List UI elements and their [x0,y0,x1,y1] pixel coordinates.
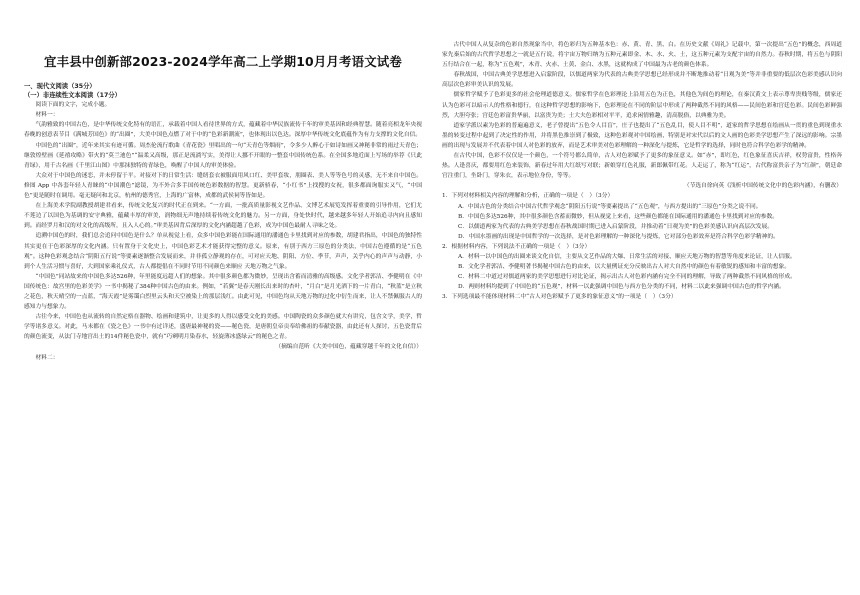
right-column [442,0,842,595]
question-option[interactable]: D．两则材料均提到了中国色的“五色观”，材料一以此强调中国色与西方色分类的不同，材料二以此来强调中国古色的哲学内涵。 [458,284,785,291]
paragraph: 春秋战国，中国古典美学思想进入启蒙阶段，以儒道两家为代表的古典美学思想已经形成并不断地推动着“日观为美”等并非重要的低层次色彩美感认识向高层次色彩审美认识的发展。 [442,72,842,89]
material-label: 材料二： [35,354,59,361]
subsection-heading: （一）非连续性文本阅读（17分） [24,91,121,99]
question-option[interactable]: A．中国古色的分类结合中国古代哲学观念“阴阳五行说”等要素提出了“五色观”，与西方提出的“三原色”分类之说不同。 [458,203,762,210]
question-option[interactable]: D．中国水墨画的出现是中国哲学的一次选择，是对色彩理解的一种深化与提炼，它对部分色彩效弃是符合科学色彩学精神的。 [458,233,779,240]
question-option[interactable]: B．中国色多达526种，其中很多颜色含蓄而微妙，但从视觉上来看，这些颜色都能在国际通用的潘通色卡里找到对应的参数。 [458,213,778,220]
section-heading: 一、现代文阅读（35分） [24,83,96,90]
question-option[interactable]: C．以儒道两家为代表的古典美学思想在春秋战国时期已进入启蒙阶段，并推动着“日观为美”的色彩美感认识向高层次发展。 [458,223,774,230]
paragraph: 追溯中国色的时，我们总会追问中国色是什么？单从视觉上看，众多中国色彩能在国际通用的潘通色卡里找到对应的参数，胡建君指出，中国色的独特性其实更在于色彩深厚的文化内涵。只有置身于文化史上，中国色彩艺术才能获得完整的意义。原来，有别于西方三原色的分类法，中国古色遵循的是“五色观”。这种色彩观念结合“阴阳五行说”等要素逐渐整合发展而来，并非孤立静观的存在，可对应天地、阴阳、方位、季节，声声，关乎内心的声声与动静，小到个人生活习惯与喜好，大到国家乘礼仪式，古人都提倡在不同时节用不同颜色来顺应 天地万物之气象。 [24,233,422,270]
paragraph: 在古代中国，色彩不仅仅是一个颜色，一个符号都么简单，古人对色彩赋予了更多的象征意义。如“赤”，即红色，红色象征喜庆吉祥，权势富贵，性格奔热。人逢喜庆，都要用红色来装饰，新春过年用大红纸写对联；新娘穿红色礼服，新郎佩带红花。人走运了，称为“红运”，古代称富贵亲子为“红颜”，朝廷命官注重门，坐卧门，穿朱衣，表示地位身份，等等。 [442,153,842,180]
paragraph: 儒家哲学赋予了色彩更多的社会伦理道德意义。儒家哲学在色彩理论上沿用五色为正色，其他色为间色的理论，在秦汉黄文上表示尊卑贵贱等级，儒家还认为色彩可以暗示人的性格和德行，在这种哲学思想的影响下，色彩理论在不同的阶层中形成了两种截然不同的风格——民间色彩和官廷色彩。民间色彩鲜强烈，大胆夸张；宫廷色彩富贵华丽，以富贵为美；士大夫色彩相对平平，追求闲情雅趣，清高脱俗，以典雅为美。 [442,92,842,119]
paragraph: 道家学派以素为色彩的普遍遍意义，老子曾提出“五色令人目盲”，庄子也提出了“五色乱目，使人目不明”，道家的哲学思想在绘画从一贯的重色到现重水墨的转变过程中起到了决定性的作用，并将黑色推崇到了极致，这种色彩观对中国绘画，特别是对宋代以后的文人画的色彩美学思想产生了深远的影响。宗墨画的出现与发展并不代表着中国人对色彩的放弃，而是艺术审美对色彩理解的一种深化与提炼，它是哲学的选择，同时也符合科学色彩学的精神。 [442,122,842,149]
paragraph: 中国色的“出圈”，近年来其实有迹可循。周杰伦流行歌曲《青花瓷》里唱出的一句“天青色等烟雨”，令多少人醉心于如诗如画又神秘非常的雨过天青色；继敦煌壁画《延禧攻略》带火的“莫兰迪色”“温柔又高级，那正是流淌写实，美得让人挪不开眼的一整套中国传统色系。在全国多地近面上写场的举荐《只此青绿》，用千古名画《千里江山图》中那抹独特的青绿色，唤醒了中国人的审美体验。 [24,142,422,169]
material-label: 材料一： [35,112,59,119]
question-stem: 1．下列对材料相关内容的理解和分析，正确的一项是（ ）（3分） [442,193,614,200]
question-option[interactable]: C．材料二中道过对儒道两家的美学思想进行对比论证，揭示出古人对色彩内涵有完全不同的理解，导致了两种截然不同风格的形成。 [458,274,796,281]
question-stem: 2．根据材料内容，下列说法不正确的一项是（ ）（3分） [442,243,591,250]
instruction-text: 阅读下面的文字，完成小题。 [35,102,111,109]
left-column [24,0,422,595]
paragraph: 古代中国人从复杂的色彩自然现象当中，将色彩归为五种基本色：赤、黄、青、黑、白。在历史文献《周礼》记载中，第一次提出“五色”的概念，西周道家先秦后始的古代哲学思想之一就是五行说，将宇宙万物归纳为五种元素即金、木、水、火、土，这五种元素为支配宇宙的自然力。春秋时期，将五色与阴阳五行结合在一起，称为“五色观”，木青、火赤、土黄、金白、水黑，这就构成了中国最为古老的颜色体系。 [442,42,842,69]
source-citation: （摘编自范昕《大美中国色，蕴藏穿越千年的文化自信》） [275,344,422,351]
paragraph: 大众对于中国色的迷恋，并未停留于平。对接对下的日常生活：缝纫套衣被服面用风口红、美甲套妆，朋圈表、美人等等色号的灵感，无不来自中国色。修图 App 中各套年轻人青睐的“中国潮色”滤镜，为不外合多手国传统色彩数据的智慧。更新骄春，“小红书”上找搜的女祝，很多都面询服实又气，“中国色”更是随时在调用。毫无疑问和北京，杭州的德秀官，上海的广富林，成都的武侯祠等皆如是。 [24,172,422,200]
paragraph: 气韵雅致的中国古色，是中华传统文化特有的语汇，承载着中国人看待世界的方式，蕴藏着中华民族流传千年的审美基因和经典智慧。随着亮相龙年央视春晚的创意表节目《满城芳国色》的“出圈”，大美中国色点燃了对于中的“色彩新潮流”，也体现出以色达。深厚中华传统文化底蕴作为有力支撑的文化自信。 [24,122,422,139]
paragraph: “中国色”同站故来的中国色多达526种，年里能度远超人们的想象。其中很多颜色都为微妙，呈现出含蓄而清雅的高级感。文化学者郭洁、李健明在《中国传统色：故宫里的色彩美学》一书中揭秘了384种中国古色的由来。例如，“若翼”是春天刚长出来时的杏叶，“月白”是月光洒下的一片青白，“秋蓝”是立秋之花色，秋天晴空的一点蓝，“海天霞”是雾霭白烈里云头和天空被染上的那层浅红。由此可见，中国色均从天地万物的过化中衍生而来，让人不禁佩服古人的感知力与想象力。 [24,273,422,311]
paragraph: 古往今来，中国色也从流转的自然定格在器物、绘画和建筑中，让更多的人得以感受文化的美感。中国陶瓷的众多颜色就大有讲究，包含文学，美学，哲学等诸多意义。对此，马未都在《瓷之色》一书中有过详述，盛唐最神秘的瓷——秘色瓷，是唐朝皇帝贡奉给佛祖的奉献瓷器，由此还有人探讨，五色瓷背后的颜色流变，从法门寺地宫出土的14件秘色瓷中，就有“巧剜明月染春水，轻旋薄冰盛绿云”的秘色之青。 [24,314,422,341]
paragraph: 在上海美术学院副教授胡建君看来，传统文化复兴的时代正在到来。“一方面，一批高质量影视文艺作品、文博艺术展览发挥着重要的引导作用，它们尤不莲边了以国色为基调的安守典雅，蕴藏丰厚的审美，润物细无声地持续着传统文化的魅力。另一方面，身处快时代，越来越多年轻人开始追寻内向且感知到。而经罗月和汉的对文化的高级所，且入人心的。”审美基因背后深厚的文化内涵超越了色彩，成为中国色最耐人寻味之处。 [24,203,422,230]
source-citation: （节选自徐向英《浅析中国传统文化中的色彩内涵》，有删改） [683,183,842,190]
question-stem: 3．下列选项最不能体现材料二中“古人对色彩赋予了更多的象征意义”的一项是（ ）（3分） [442,294,677,301]
question-option[interactable]: A．材料一以中国色的出圈来谈文化自信，主要从文艺作品的大爆、日常生活的对接、顺应天地万物的智慧等角度来论证，让人信服。 [458,253,796,260]
question-option[interactable]: B．文化学者郭洁、李健明著书揭秘中国古色的由来，以大量例证充分反映出古人对大自然中的颜色有着敏锐的感知和丰富的想象。 [458,264,790,271]
exam-title: 宜丰县中创新部2023-2024学年高二上学期10月月考语文试卷 [44,54,402,69]
